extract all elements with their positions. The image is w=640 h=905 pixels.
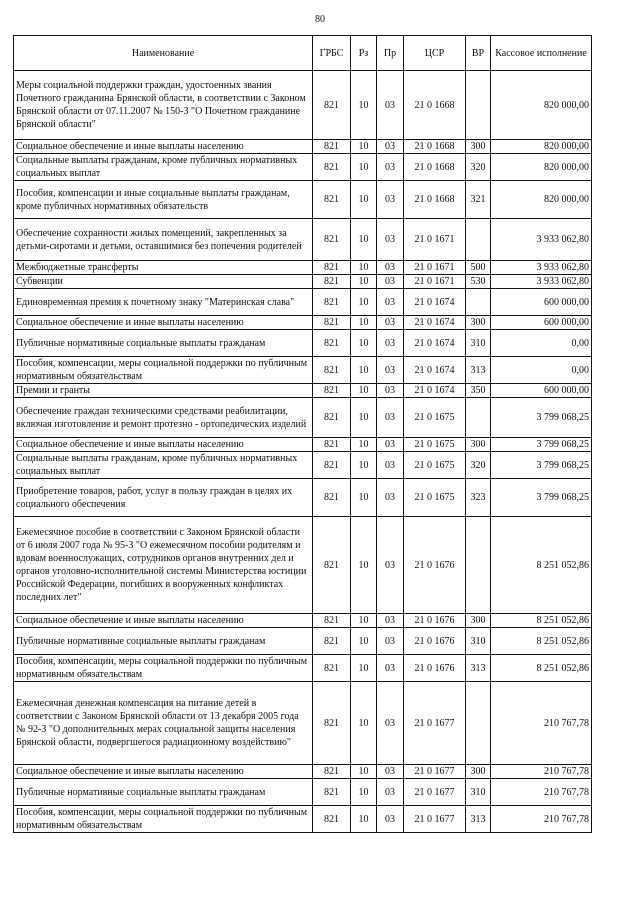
- row-amount: 210 767,78: [491, 765, 592, 779]
- row-amount: 8 251 052,86: [491, 517, 592, 614]
- row-rz: 10: [351, 682, 377, 765]
- row-rz: 10: [351, 614, 377, 628]
- row-name: Социальное обеспечение и иные выплаты населению: [14, 140, 313, 154]
- row-vr: 300: [466, 614, 491, 628]
- row-name: Пособия, компенсации и иные социальные выплаты гражданам, кроме публичных нормативных обязательств: [14, 181, 313, 219]
- row-grbs: 821: [313, 398, 351, 438]
- table-row: [14, 71, 592, 140]
- row-amount: 3 799 068,25: [491, 438, 592, 452]
- table-row: [14, 275, 592, 289]
- row-grbs: 821: [313, 261, 351, 275]
- table-row: [14, 181, 592, 219]
- row-name: Межбюджетные трансферты: [14, 261, 313, 275]
- row-vr: 323: [466, 479, 491, 517]
- row-vr: 321: [466, 181, 491, 219]
- table-row: [14, 316, 592, 330]
- row-rz: 10: [351, 517, 377, 614]
- row-rz: 10: [351, 289, 377, 316]
- row-pr: 03: [377, 71, 404, 140]
- table-row: [14, 779, 592, 806]
- header-name: Наименование: [14, 36, 313, 71]
- row-csr: 21 0 1677: [404, 765, 466, 779]
- row-grbs: 821: [313, 154, 351, 181]
- row-name: Меры социальной поддержки граждан, удостоенных звания Почетного гражданина Брянской области, в соответствии с Законом Брянской области от 07.11.2007 № 150-З "О Почетном гражданине Брянской области": [14, 71, 313, 140]
- row-amount: 820 000,00: [491, 71, 592, 140]
- table-row: [14, 357, 592, 384]
- row-pr: 03: [377, 779, 404, 806]
- row-name: Публичные нормативные социальные выплаты гражданам: [14, 779, 313, 806]
- row-amount: 820 000,00: [491, 154, 592, 181]
- row-rz: 10: [351, 806, 377, 833]
- row-amount: 600 000,00: [491, 384, 592, 398]
- row-pr: 03: [377, 517, 404, 614]
- table-row: [14, 517, 592, 614]
- row-csr: 21 0 1671: [404, 219, 466, 261]
- row-rz: 10: [351, 384, 377, 398]
- row-name: Приобретение товаров, работ, услуг в пользу граждан в целях их социального обеспечения: [14, 479, 313, 517]
- row-name: Социальное обеспечение и иные выплаты населению: [14, 765, 313, 779]
- row-csr: 21 0 1674: [404, 289, 466, 316]
- row-amount: 3 933 062,80: [491, 275, 592, 289]
- page-number: 80: [315, 14, 325, 25]
- row-pr: 03: [377, 154, 404, 181]
- row-name: Ежемесячное пособие в соответствии с Законом Брянской области от 6 июля 2007 года № 95-З "О ежемесячном пособии родителям и вдовам военнослужащих, сотрудников органов внутренних дел и органов уголовно-исполнительной системы Министерства юстиции Российской Федерации, погибших в вооруженных конфликтах последних лет": [14, 517, 313, 614]
- row-rz: 10: [351, 154, 377, 181]
- row-rz: 10: [351, 765, 377, 779]
- row-vr: [466, 517, 491, 614]
- table-row: [14, 384, 592, 398]
- row-vr: [466, 289, 491, 316]
- row-rz: 10: [351, 628, 377, 655]
- row-grbs: 821: [313, 614, 351, 628]
- row-amount: 3 799 068,25: [491, 479, 592, 517]
- row-pr: 03: [377, 140, 404, 154]
- row-pr: 03: [377, 765, 404, 779]
- row-vr: [466, 682, 491, 765]
- table-row: [14, 140, 592, 154]
- row-grbs: 821: [313, 384, 351, 398]
- row-grbs: 821: [313, 452, 351, 479]
- row-grbs: 821: [313, 330, 351, 357]
- row-vr: 300: [466, 765, 491, 779]
- row-csr: 21 0 1668: [404, 140, 466, 154]
- row-csr: 21 0 1668: [404, 181, 466, 219]
- row-csr: 21 0 1676: [404, 655, 466, 682]
- row-pr: 03: [377, 357, 404, 384]
- row-rz: 10: [351, 655, 377, 682]
- table-row: [14, 330, 592, 357]
- row-csr: 21 0 1671: [404, 275, 466, 289]
- row-vr: 530: [466, 275, 491, 289]
- row-name: Единовременная премия к почетному знаку "Материнская слава": [14, 289, 313, 316]
- row-amount: 210 767,78: [491, 682, 592, 765]
- table-row: [14, 219, 592, 261]
- row-name: Публичные нормативные социальные выплаты гражданам: [14, 628, 313, 655]
- row-rz: 10: [351, 452, 377, 479]
- table-row: [14, 452, 592, 479]
- row-pr: 03: [377, 261, 404, 275]
- row-csr: 21 0 1677: [404, 806, 466, 833]
- row-rz: 10: [351, 71, 377, 140]
- row-pr: 03: [377, 628, 404, 655]
- row-name: Обеспечение сохранности жилых помещений, закрепленных за детьми-сиротами и детьми, оставшимися без попечения родителей: [14, 219, 313, 261]
- row-grbs: 821: [313, 219, 351, 261]
- row-pr: 03: [377, 289, 404, 316]
- row-pr: 03: [377, 316, 404, 330]
- table-row: [14, 614, 592, 628]
- row-csr: 21 0 1674: [404, 316, 466, 330]
- row-amount: 3 799 068,25: [491, 398, 592, 438]
- row-grbs: 821: [313, 682, 351, 765]
- table-row: [14, 438, 592, 452]
- row-vr: 320: [466, 452, 491, 479]
- row-amount: 8 251 052,86: [491, 628, 592, 655]
- row-amount: 820 000,00: [491, 181, 592, 219]
- header-rz: Рз: [351, 36, 377, 71]
- row-vr: 500: [466, 261, 491, 275]
- table-row: [14, 479, 592, 517]
- table-row: [14, 289, 592, 316]
- row-grbs: 821: [313, 628, 351, 655]
- row-rz: 10: [351, 140, 377, 154]
- table-header-row: [14, 36, 592, 71]
- header-kassovoe: Кассовое исполнение: [491, 36, 592, 71]
- row-vr: 320: [466, 154, 491, 181]
- row-name: Социальные выплаты гражданам, кроме публичных нормативных социальных выплат: [14, 452, 313, 479]
- row-grbs: 821: [313, 479, 351, 517]
- header-pr: Пр: [377, 36, 404, 71]
- row-rz: 10: [351, 181, 377, 219]
- row-csr: 21 0 1674: [404, 384, 466, 398]
- table-row: [14, 154, 592, 181]
- row-amount: 8 251 052,86: [491, 655, 592, 682]
- row-csr: 21 0 1674: [404, 330, 466, 357]
- header-grbs: ГРБС: [313, 36, 351, 71]
- row-csr: 21 0 1671: [404, 261, 466, 275]
- row-rz: 10: [351, 479, 377, 517]
- header-csr: ЦСР: [404, 36, 466, 71]
- row-amount: 600 000,00: [491, 289, 592, 316]
- row-vr: 313: [466, 655, 491, 682]
- row-amount: 0,00: [491, 330, 592, 357]
- row-rz: 10: [351, 438, 377, 452]
- row-pr: 03: [377, 438, 404, 452]
- table-row: [14, 398, 592, 438]
- row-grbs: 821: [313, 517, 351, 614]
- row-rz: 10: [351, 219, 377, 261]
- row-rz: 10: [351, 398, 377, 438]
- row-amount: 3 799 068,25: [491, 452, 592, 479]
- row-vr: 300: [466, 140, 491, 154]
- table-row: [14, 765, 592, 779]
- row-amount: 210 767,78: [491, 806, 592, 833]
- row-csr: 21 0 1674: [404, 357, 466, 384]
- row-name: Премии и гранты: [14, 384, 313, 398]
- row-grbs: 821: [313, 275, 351, 289]
- row-vr: 313: [466, 357, 491, 384]
- row-name: Пособия, компенсации, меры социальной поддержки по публичным нормативным обязательствам: [14, 357, 313, 384]
- row-csr: 21 0 1676: [404, 517, 466, 614]
- row-vr: 310: [466, 330, 491, 357]
- budget-table: [13, 35, 592, 833]
- row-grbs: 821: [313, 316, 351, 330]
- row-grbs: 821: [313, 438, 351, 452]
- row-name: Социальные выплаты гражданам, кроме публичных нормативных социальных выплат: [14, 154, 313, 181]
- row-name: Субвенции: [14, 275, 313, 289]
- row-vr: 313: [466, 806, 491, 833]
- row-vr: 350: [466, 384, 491, 398]
- row-csr: 21 0 1675: [404, 438, 466, 452]
- row-name: Ежемесячная денежная компенсация на питание детей в соответствии с Законом Брянской области от 13 декабря 2005 года № 92-З "О дополнительных мерах социальной защиты населения Брянской области, подвергшегося радиационному воздействию": [14, 682, 313, 765]
- row-amount: 3 933 062,80: [491, 261, 592, 275]
- table-row: [14, 806, 592, 833]
- row-amount: 0,00: [491, 357, 592, 384]
- row-grbs: 821: [313, 181, 351, 219]
- row-grbs: 821: [313, 655, 351, 682]
- row-vr: 300: [466, 316, 491, 330]
- row-vr: [466, 398, 491, 438]
- row-pr: 03: [377, 181, 404, 219]
- row-grbs: 821: [313, 779, 351, 806]
- table-row: [14, 682, 592, 765]
- table-row: [14, 628, 592, 655]
- row-csr: 21 0 1668: [404, 71, 466, 140]
- row-vr: 310: [466, 628, 491, 655]
- row-rz: 10: [351, 330, 377, 357]
- row-rz: 10: [351, 316, 377, 330]
- row-grbs: 821: [313, 357, 351, 384]
- row-amount: 820 000,00: [491, 140, 592, 154]
- table-row: [14, 655, 592, 682]
- row-pr: 03: [377, 479, 404, 517]
- row-rz: 10: [351, 261, 377, 275]
- row-pr: 03: [377, 806, 404, 833]
- row-pr: 03: [377, 655, 404, 682]
- row-name: Публичные нормативные социальные выплаты гражданам: [14, 330, 313, 357]
- row-name: Пособия, компенсации, меры социальной поддержки по публичным нормативным обязательствам: [14, 655, 313, 682]
- row-pr: 03: [377, 330, 404, 357]
- row-grbs: 821: [313, 140, 351, 154]
- row-name: Пособия, компенсации, меры социальной поддержки по публичным нормативным обязательствам: [14, 806, 313, 833]
- row-csr: 21 0 1668: [404, 154, 466, 181]
- row-csr: 21 0 1677: [404, 682, 466, 765]
- row-amount: 210 767,78: [491, 779, 592, 806]
- row-grbs: 821: [313, 806, 351, 833]
- row-csr: 21 0 1675: [404, 479, 466, 517]
- row-grbs: 821: [313, 71, 351, 140]
- row-name: Социальное обеспечение и иные выплаты населению: [14, 438, 313, 452]
- row-vr: [466, 71, 491, 140]
- row-pr: 03: [377, 275, 404, 289]
- row-csr: 21 0 1677: [404, 779, 466, 806]
- row-csr: 21 0 1676: [404, 628, 466, 655]
- row-grbs: 821: [313, 765, 351, 779]
- row-csr: 21 0 1675: [404, 452, 466, 479]
- row-vr: 300: [466, 438, 491, 452]
- row-amount: 8 251 052,86: [491, 614, 592, 628]
- row-vr: 310: [466, 779, 491, 806]
- row-csr: 21 0 1675: [404, 398, 466, 438]
- row-grbs: 821: [313, 289, 351, 316]
- row-pr: 03: [377, 384, 404, 398]
- row-pr: 03: [377, 398, 404, 438]
- row-amount: 3 933 062,80: [491, 219, 592, 261]
- row-pr: 03: [377, 682, 404, 765]
- row-pr: 03: [377, 219, 404, 261]
- row-rz: 10: [351, 275, 377, 289]
- row-pr: 03: [377, 614, 404, 628]
- row-name: Обеспечение граждан техническими средствами реабилитации, включая изготовление и ремонт протезно - ортопедических изделий: [14, 398, 313, 438]
- row-rz: 10: [351, 357, 377, 384]
- row-name: Социальное обеспечение и иные выплаты населению: [14, 316, 313, 330]
- table-row: [14, 261, 592, 275]
- row-rz: 10: [351, 779, 377, 806]
- row-pr: 03: [377, 452, 404, 479]
- header-vr: ВР: [466, 36, 491, 71]
- row-name: Социальное обеспечение и иные выплаты населению: [14, 614, 313, 628]
- row-vr: [466, 219, 491, 261]
- row-csr: 21 0 1676: [404, 614, 466, 628]
- row-amount: 600 000,00: [491, 316, 592, 330]
